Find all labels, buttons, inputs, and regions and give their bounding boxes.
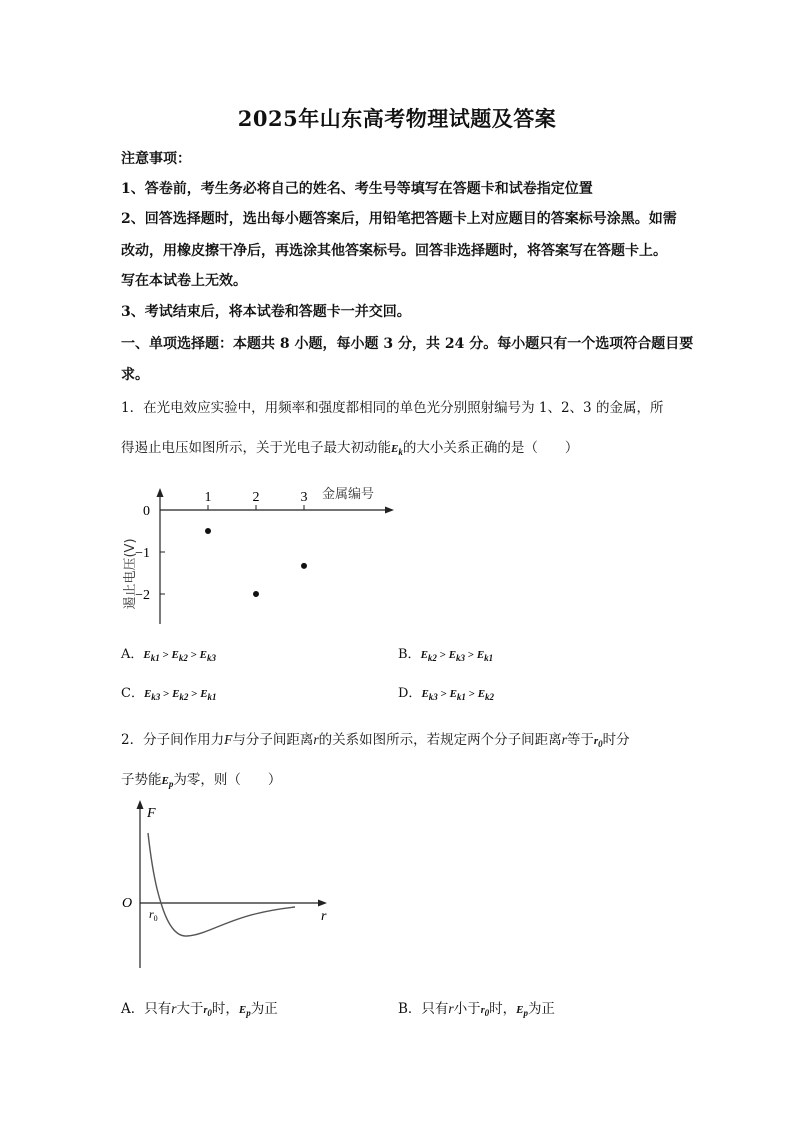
chart1-ylabel: 遏止电压(V)	[123, 538, 138, 610]
chart1-point-metal-3	[301, 563, 307, 569]
chart1-point-metal-1	[205, 528, 211, 534]
q1-option-d[interactable]	[398, 682, 494, 702]
chart2-ylabel: F	[147, 806, 156, 821]
chart2-y-arrow	[137, 800, 144, 809]
chart1-x-tick-label: 1	[204, 490, 212, 505]
option-expression: $E_{k1} > E_{k2} > E_{k3}$	[143, 649, 216, 664]
chart1-y-tick-label: 0	[143, 504, 150, 519]
chart2-x-arrow	[318, 900, 327, 907]
section1-line2: 求。	[121, 367, 149, 383]
chart2-origin-label: O	[122, 896, 133, 911]
q1-option-b[interactable]	[398, 643, 493, 663]
stopping-voltage-chart	[110, 486, 410, 636]
chart1-x-arrow	[385, 507, 394, 514]
chart1-xlabel: 金属编号	[322, 487, 375, 502]
q2-line2: 子势能$E_p$为零，则（ ）	[121, 772, 282, 790]
option-label: A．	[121, 647, 144, 662]
notice-item-2-line1: 2、回答选择题时，选出每小题答案后，用铅笔把答题卡上对应题目的答案标号涂黑。如需	[121, 211, 677, 227]
q1-line1: 1．在光电效应实验中，用频率和强度都相同的单色光分别照射编号为 1、2、3 的金属，所	[121, 400, 664, 416]
option-label: C．	[121, 686, 144, 701]
notice-item-2-line3: 写在本试卷上无效。	[121, 273, 247, 289]
chart2-force-curve	[148, 833, 295, 936]
chart1-x-tick-label: 3	[300, 490, 308, 505]
force-distance-chart	[115, 795, 345, 975]
q1-line2	[121, 436, 578, 457]
chart1-y-tick-label: −2	[135, 588, 150, 603]
notice-item-3: 3、考试结束后，将本试卷和答题卡一并交回。	[121, 304, 411, 320]
option-expression: $E_{k3} > E_{k2} > E_{k1}$	[143, 688, 217, 703]
q2-line1: 2．分子间作用力F与分子间距离r的关系如图所示，若规定两个分子间距离r等于$r_0$时分	[121, 732, 630, 750]
option-expression: $E_{k3} > E_{k1} > E_{k2}$	[421, 688, 495, 703]
notice-item-2-line2: 改动，用橡皮擦干净后，再选涂其他答案标号。回答非选择题时，将答案写在答题卡上。	[121, 243, 667, 259]
q2-option-b[interactable]: B．只有r小于r0时，$E_p$为正	[398, 1001, 555, 1019]
q2-option-a[interactable]: A．只有r大于r0时，$E_p$为正	[121, 1001, 278, 1019]
chart2-r0-label: $r_0$	[149, 907, 158, 923]
chart1-y-tick-label: −1	[135, 546, 150, 561]
q1-option-a[interactable]	[121, 643, 216, 663]
q1-line2-pre: 得遏止电压如图所示，关于光电子最大初动能	[121, 440, 391, 456]
option-label: D．	[398, 686, 422, 701]
chart1-x-tick-label: 2	[252, 490, 260, 505]
chart1-point-metal-2	[253, 591, 259, 597]
notice-item-1: 1、答卷前，考生务必将自己的姓名、考生号等填写在答题卡和试卷指定位置	[121, 181, 593, 197]
chart1-y-arrow	[157, 488, 164, 497]
notice-heading: 注意事项：	[121, 151, 191, 167]
option-expression: $E_{k2} > E_{k3} > E_{k1}$	[420, 649, 494, 664]
section1-line1: 一、单项选择题：本题共 8 小题，每小题 3 分，共 24 分。每小题只有一个选项符合题目要	[121, 336, 694, 352]
option-label: B．	[398, 647, 421, 662]
page-title: 2025年山东高考物理试题及答案	[237, 106, 557, 131]
ek-symbol: $E_k$	[391, 443, 403, 458]
chart2-xlabel: r	[321, 909, 327, 924]
q1-line2-post: 的大小关系正确的是（ ）	[402, 440, 579, 456]
q1-option-c[interactable]	[121, 682, 217, 702]
